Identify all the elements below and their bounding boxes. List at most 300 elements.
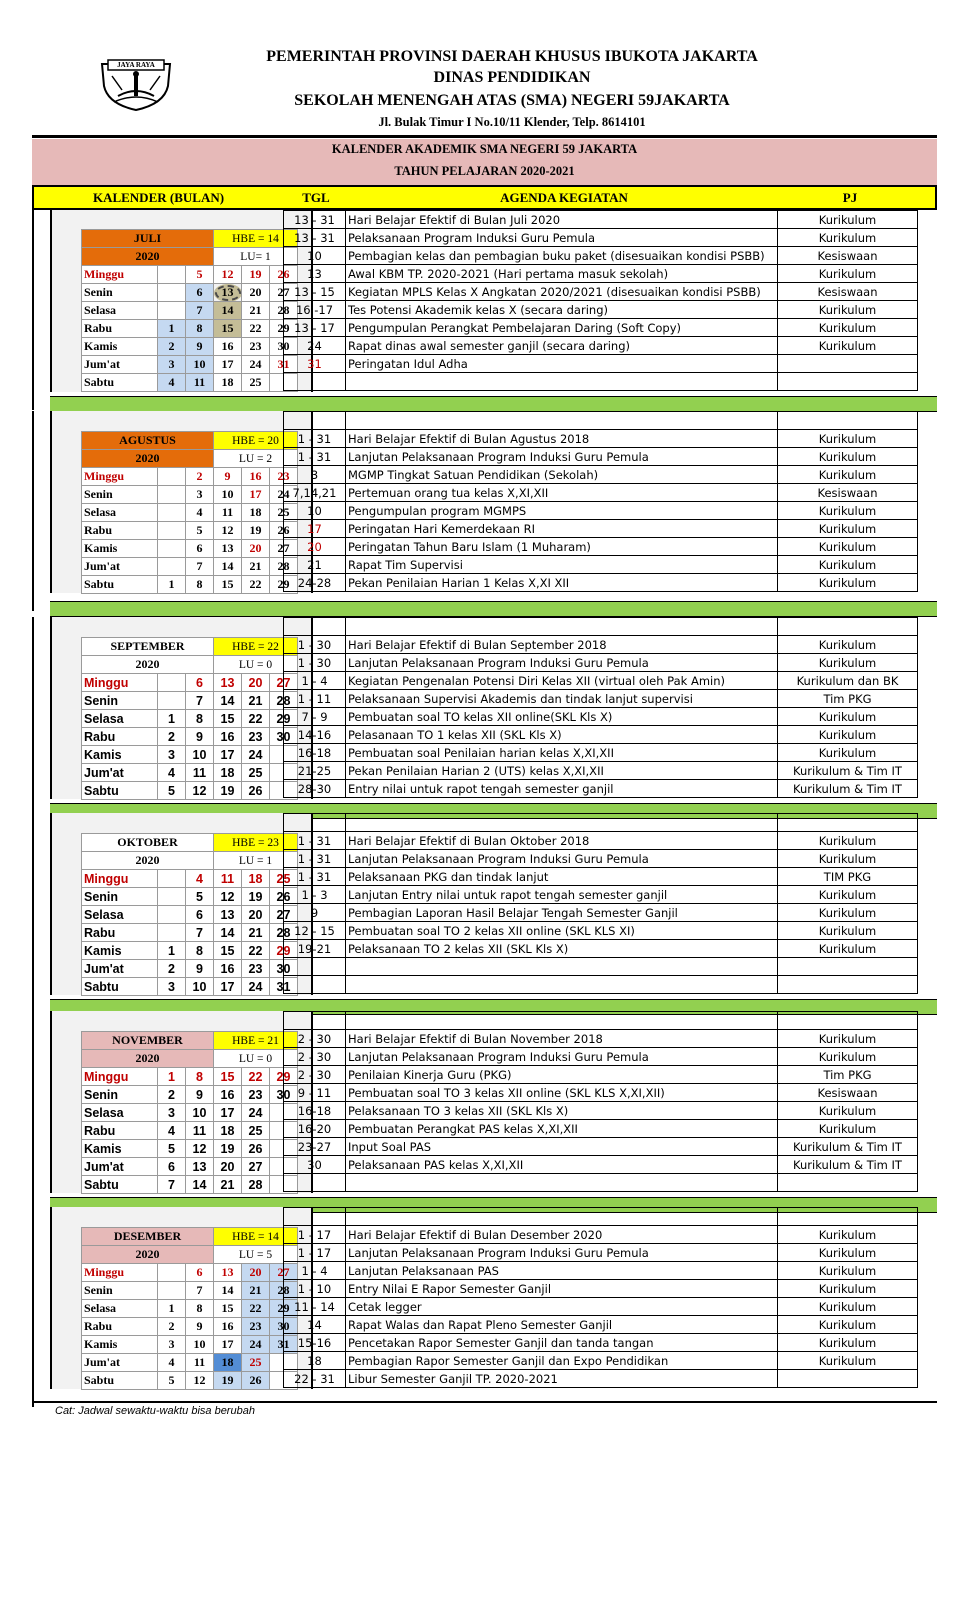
lu-count: LU= 1	[214, 248, 298, 266]
agenda-tgl: 31	[284, 355, 346, 373]
agenda-keg: Hari Belajar Efektif di Bulan Agustus 2018	[346, 430, 778, 448]
hbe-count: HBE = 20	[214, 432, 298, 450]
agenda-pj: Kurikulum	[778, 1048, 918, 1066]
agenda-tgl: 1 - 4	[284, 672, 346, 690]
weekday-label: Rabu	[82, 924, 158, 942]
date-cell: 26	[270, 522, 298, 540]
date-cell: 10	[186, 1104, 214, 1122]
agenda-tgl: 7,14,21	[284, 484, 346, 502]
date-cell	[158, 522, 186, 540]
agenda-table	[283, 813, 918, 994]
month-section-juli	[32, 210, 937, 410]
date-cell: 16	[214, 960, 242, 978]
agenda-pj: Kurikulum	[778, 1298, 918, 1316]
date-cell: 13	[214, 906, 242, 924]
agenda-tgl: 13 - 15	[284, 283, 346, 301]
date-cell: 25	[242, 1354, 270, 1372]
month-year: 2020	[82, 450, 214, 468]
weekday-row	[82, 1300, 298, 1318]
agenda-row	[284, 636, 918, 654]
date-cell: 3	[158, 746, 186, 764]
weekday-label: Sabtu	[82, 1372, 158, 1390]
weekday-row	[82, 1140, 298, 1158]
agenda-keg: Pembagian kelas dan pembagian buku paket (disesuaikan kondisi PSBB)	[346, 247, 778, 265]
weekday-label: Jum'at	[82, 558, 158, 576]
agenda-keg: Rapat Walas dan Rapat Pleno Semester Ganjil	[346, 1316, 778, 1334]
date-cell: 2	[158, 338, 186, 356]
school-name: SEKOLAH MENENGAH ATAS (SMA) NEGERI 59JAKARTA	[294, 92, 730, 109]
agenda-pj	[778, 976, 918, 994]
date-cell: 8	[186, 1068, 214, 1086]
weekday-row	[82, 504, 298, 522]
date-cell: 23	[242, 338, 270, 356]
date-cell: 13	[214, 674, 242, 692]
agenda-tgl: 28-30	[284, 780, 346, 798]
agenda-keg: Pembagian Rapor Semester Ganjil dan Expo Pendidikan	[346, 1352, 778, 1370]
agenda-keg: Pertemuan orang tua kelas X,XI,XII	[346, 484, 778, 502]
date-cell: 3	[158, 356, 186, 374]
agenda-row	[284, 1262, 918, 1280]
agenda-pj: Kurikulum	[778, 1030, 918, 1048]
date-cell: 16	[214, 1318, 242, 1336]
agenda-keg: Pelaksanaan Program Induksi Guru Pemula	[346, 229, 778, 247]
date-cell: 15	[214, 1068, 242, 1086]
agenda-tgl: 1 - 31	[284, 448, 346, 466]
date-cell: 7	[186, 302, 214, 320]
agenda-row	[284, 726, 918, 744]
weekday-row	[82, 1318, 298, 1336]
agenda-keg: Pelaksanaan TO 2 kelas XII (SKL Kls X)	[346, 940, 778, 958]
agenda-table	[283, 210, 918, 391]
agenda-tgl: 21-25	[284, 762, 346, 780]
calendar-banner	[32, 139, 937, 185]
agenda-row	[284, 1280, 918, 1298]
date-cell: 4	[158, 374, 186, 392]
date-cell: 21	[214, 1176, 242, 1194]
date-cell: 27	[242, 1158, 270, 1176]
agenda-pj: Kurikulum dan BK	[778, 672, 918, 690]
agenda-keg: Lanjutan Pelaksanaan PAS	[346, 1262, 778, 1280]
weekday-label: Minggu	[82, 1068, 158, 1086]
date-cell: 14	[214, 558, 242, 576]
agenda-tgl: 21	[284, 556, 346, 574]
agenda-tgl: 1 - 31	[284, 430, 346, 448]
date-cell: 17	[214, 746, 242, 764]
date-cell: 10	[186, 356, 214, 374]
date-cell: 14	[214, 302, 242, 320]
agenda-pj: TIM PKG	[778, 868, 918, 886]
month-name: SEPTEMBER	[82, 638, 214, 656]
date-cell: 23	[242, 1086, 270, 1104]
date-cell	[158, 558, 186, 576]
date-cell: 1	[158, 710, 186, 728]
left-border	[32, 617, 50, 817]
date-cell: 14	[214, 924, 242, 942]
agenda-pj	[778, 1370, 918, 1388]
mini-calendar	[81, 637, 298, 800]
blank-cell	[778, 412, 918, 430]
date-cell: 26	[270, 888, 298, 906]
date-cell: 5	[158, 1140, 186, 1158]
date-cell: 13	[214, 284, 242, 302]
weekday-label: Rabu	[82, 728, 158, 746]
agenda-pj: Kesiswaan	[778, 1084, 918, 1102]
agenda-tgl: 1 - 17	[284, 1226, 346, 1244]
date-cell: 13	[186, 1158, 214, 1176]
weekday-label: Minggu	[82, 266, 158, 284]
agenda-row	[284, 850, 918, 868]
date-cell: 25	[242, 1122, 270, 1140]
agenda-keg: Pencetakan Rapor Semester Ganjil dan tanda tangan	[346, 1334, 778, 1352]
weekday-row	[82, 1372, 298, 1390]
date-cell: 1	[158, 942, 186, 960]
blank-cell	[778, 814, 918, 832]
weekday-row	[82, 924, 298, 942]
lu-count: LU = 0	[214, 1050, 298, 1068]
date-cell: 20	[242, 284, 270, 302]
date-cell	[158, 888, 186, 906]
date-cell: 11	[186, 374, 214, 392]
weekday-label: Minggu	[82, 674, 158, 692]
weekday-row	[82, 320, 298, 338]
agenda-pj: Kurikulum	[778, 1334, 918, 1352]
date-cell	[158, 906, 186, 924]
date-cell: 8	[186, 942, 214, 960]
agenda-keg: Pekan Penilaian Harian 1 Kelas X,XI XII	[346, 574, 778, 592]
date-cell: 10	[186, 746, 214, 764]
date-cell: 11	[186, 1122, 214, 1140]
date-cell: 9	[214, 468, 242, 486]
hbe-count: HBE = 23	[214, 834, 298, 852]
date-cell: 12	[214, 522, 242, 540]
weekday-label: Senin	[82, 284, 158, 302]
date-cell: 3	[186, 486, 214, 504]
date-cell: 27	[270, 540, 298, 558]
date-cell: 22	[242, 1300, 270, 1318]
agenda-tgl: 13 - 31	[284, 211, 346, 229]
weekday-label: Kamis	[82, 338, 158, 356]
agenda-keg	[346, 1174, 778, 1192]
date-cell: 11	[214, 504, 242, 522]
agenda-keg: Tes Potensi Akademik kelas X (secara daring)	[346, 301, 778, 319]
month-year: 2020	[82, 1050, 214, 1068]
agenda-keg: Hari Belajar Efektif di Bulan Oktober 2018	[346, 832, 778, 850]
date-cell	[158, 1264, 186, 1282]
agenda-tgl: 24-28	[284, 574, 346, 592]
date-cell: 16	[242, 468, 270, 486]
weekday-label: Jum'at	[82, 356, 158, 374]
date-cell: 21	[242, 692, 270, 710]
agenda-keg: Peringatan Tahun Baru Islam (1 Muharam)	[346, 538, 778, 556]
date-cell: 21	[242, 558, 270, 576]
col-pj: PJ	[842, 190, 858, 205]
date-cell	[158, 302, 186, 320]
date-cell: 8	[186, 710, 214, 728]
date-cell: 1	[158, 576, 186, 594]
weekday-row	[82, 1336, 298, 1354]
weekday-label: Kamis	[82, 540, 158, 558]
date-cell: 23	[242, 728, 270, 746]
date-cell: 18	[242, 504, 270, 522]
agenda-row	[284, 466, 918, 484]
agenda-tgl: 16-18	[284, 1102, 346, 1120]
date-cell	[158, 468, 186, 486]
agenda-keg: Lanjutan Entry nilai untuk rapot tengah semester ganjil	[346, 886, 778, 904]
blank-cell	[346, 373, 778, 391]
date-cell: 29	[270, 320, 298, 338]
date-cell: 31	[270, 356, 298, 374]
lu-count: LU = 1	[214, 852, 298, 870]
weekday-row	[82, 468, 298, 486]
mini-calendar	[81, 1031, 298, 1194]
agenda-pj: Kurikulum	[778, 1316, 918, 1334]
agenda-row	[284, 430, 918, 448]
date-cell: 5	[186, 266, 214, 284]
date-cell: 25	[270, 870, 298, 888]
agenda-tgl	[284, 958, 346, 976]
agenda-tgl: 1 - 31	[284, 850, 346, 868]
agenda-row	[284, 502, 918, 520]
left-border	[32, 1011, 50, 1211]
date-cell: 4	[158, 1122, 186, 1140]
blank-cell	[284, 814, 346, 832]
agenda-pj: Kurikulum	[778, 1280, 918, 1298]
agenda-keg: Pelaksanaan Supervisi Akademis dan tindak lanjut supervisi	[346, 690, 778, 708]
agenda-keg: MGMP Tingkat Satuan Pendidikan (Sekolah)	[346, 466, 778, 484]
agenda-row	[284, 1048, 918, 1066]
agenda-row	[284, 886, 918, 904]
agenda-row	[284, 247, 918, 265]
date-cell: 18	[214, 1354, 242, 1372]
agenda-tgl: 1 - 3	[284, 886, 346, 904]
date-cell: 22	[242, 320, 270, 338]
agenda-pj: Kurikulum & Tim IT	[778, 780, 918, 798]
col-tgl: TGL	[302, 190, 330, 205]
agenda-keg: Lanjutan Pelaksanaan Program Induksi Guru Pemula	[346, 1048, 778, 1066]
agenda-row	[284, 1084, 918, 1102]
month-section-desember	[32, 1207, 937, 1407]
agenda-keg: Lanjutan Pelaksanaan Program Induksi Guru Pemula	[346, 1244, 778, 1262]
date-cell: 6	[186, 906, 214, 924]
date-cell: 18	[242, 870, 270, 888]
agenda-table	[283, 411, 918, 592]
weekday-row	[82, 1282, 298, 1300]
weekday-row	[82, 1068, 298, 1086]
date-cell: 30	[270, 728, 298, 746]
weekday-row	[82, 558, 298, 576]
date-cell: 9	[186, 728, 214, 746]
date-cell: 3	[158, 1336, 186, 1354]
date-cell: 29	[270, 942, 298, 960]
agenda-keg: Lanjutan Pelaksanaan Program Induksi Guru Pemula	[346, 654, 778, 672]
agenda-pj: Kurikulum	[778, 726, 918, 744]
weekday-label: Sabtu	[82, 782, 158, 800]
weekday-label: Selasa	[82, 710, 158, 728]
agenda-pj: Kurikulum	[778, 430, 918, 448]
blank-cell	[284, 618, 346, 636]
agenda-tgl	[284, 976, 346, 994]
weekday-label: Sabtu	[82, 978, 158, 996]
agenda-pj: Kurikulum	[778, 904, 918, 922]
weekday-row	[82, 576, 298, 594]
agenda-keg: Awal KBM TP. 2020-2021 (Hari pertama masuk sekolah)	[346, 265, 778, 283]
weekday-label: Selasa	[82, 1104, 158, 1122]
date-cell: 7	[186, 924, 214, 942]
agenda-pj: Kurikulum	[778, 502, 918, 520]
blank-cell	[778, 373, 918, 391]
agenda-row	[284, 1156, 918, 1174]
agenda-keg: Pembuatan soal Penilaian harian kelas X,XI,XII	[346, 744, 778, 762]
agenda-keg: Hari Belajar Efektif di Bulan Desember 2020	[346, 1226, 778, 1244]
date-cell: 20	[242, 540, 270, 558]
weekday-label: Sabtu	[82, 1176, 158, 1194]
agenda-row	[284, 690, 918, 708]
weekday-label: Minggu	[82, 468, 158, 486]
lu-count: LU = 0	[214, 656, 298, 674]
agenda-row	[284, 1352, 918, 1370]
date-cell	[158, 1282, 186, 1300]
date-cell: 2	[158, 728, 186, 746]
department-name: DINAS PENDIDIKAN	[433, 69, 591, 86]
agenda-keg: Hari Belajar Efektif di Bulan September 2018	[346, 636, 778, 654]
date-cell: 17	[214, 978, 242, 996]
date-cell: 20	[242, 1264, 270, 1282]
agenda-pj	[778, 958, 918, 976]
agenda-tgl: 1 - 17	[284, 1244, 346, 1262]
date-cell: 28	[270, 302, 298, 320]
date-cell: 28	[270, 924, 298, 942]
agenda-pj: Tim PKG	[778, 1066, 918, 1084]
date-cell: 3	[158, 978, 186, 996]
date-cell: 18	[214, 1122, 242, 1140]
weekday-row	[82, 1122, 298, 1140]
weekday-label: Minggu	[82, 1264, 158, 1282]
agenda-tgl: 9 - 11	[284, 1084, 346, 1102]
weekday-label: Jum'at	[82, 960, 158, 978]
mini-calendar	[81, 229, 298, 392]
date-cell	[158, 924, 186, 942]
agenda-pj: Kurikulum & Tim IT	[778, 1156, 918, 1174]
date-cell: 9	[186, 1086, 214, 1104]
weekday-row	[82, 674, 298, 692]
weekday-label: Jum'at	[82, 1158, 158, 1176]
left-border	[32, 411, 50, 611]
date-cell: 22	[242, 710, 270, 728]
agenda-pj: Kurikulum	[778, 850, 918, 868]
agenda-tgl: 19-21	[284, 940, 346, 958]
date-cell: 9	[186, 1318, 214, 1336]
blank-cell	[778, 1208, 918, 1226]
weekday-row	[82, 522, 298, 540]
banner-year: TAHUN PELAJARAN 2020-2021	[394, 164, 575, 178]
agenda-keg: Pembagian Laporan Hasil Belajar Tengah Semester Ganjil	[346, 904, 778, 922]
date-cell: 17	[214, 1336, 242, 1354]
agenda-pj: Kesiswaan	[778, 283, 918, 301]
weekday-row	[82, 710, 298, 728]
agenda-tgl: 10	[284, 247, 346, 265]
agenda-row	[284, 1174, 918, 1192]
date-cell: 17	[214, 356, 242, 374]
weekday-label: Selasa	[82, 906, 158, 924]
agenda-row	[284, 958, 918, 976]
date-cell: 25	[242, 374, 270, 392]
date-cell: 22	[242, 1068, 270, 1086]
date-cell: 15	[214, 1300, 242, 1318]
month-name: DESEMBER	[82, 1228, 214, 1246]
column-header-row	[32, 185, 937, 210]
agenda-keg: Cetak legger	[346, 1298, 778, 1316]
agenda-pj: Kurikulum	[778, 1262, 918, 1280]
date-cell: 17	[242, 486, 270, 504]
weekday-row	[82, 906, 298, 924]
weekday-row	[82, 1176, 298, 1194]
agenda-table	[283, 1011, 918, 1192]
date-cell: 1	[158, 1068, 186, 1086]
agenda-tgl: 9	[284, 904, 346, 922]
date-cell: 30	[270, 338, 298, 356]
agenda-pj: Kurikulum	[778, 301, 918, 319]
agenda-row	[284, 301, 918, 319]
agenda-keg	[346, 958, 778, 976]
date-cell: 25	[242, 764, 270, 782]
date-cell: 24	[242, 1336, 270, 1354]
weekday-label: Rabu	[82, 522, 158, 540]
agenda-row	[284, 448, 918, 466]
agenda-pj: Kurikulum	[778, 265, 918, 283]
date-cell: 6	[186, 540, 214, 558]
date-cell: 24	[242, 746, 270, 764]
weekday-row	[82, 782, 298, 800]
agenda-keg: Peringatan Idul Adha	[346, 355, 778, 373]
date-cell: 7	[186, 692, 214, 710]
weekday-row	[82, 728, 298, 746]
agenda-pj: Kurikulum	[778, 922, 918, 940]
date-cell: 16	[214, 1086, 242, 1104]
month-year: 2020	[82, 1246, 214, 1264]
blank-cell	[778, 1012, 918, 1030]
agenda-tgl: 17	[284, 520, 346, 538]
agenda-pj: Kurikulum	[778, 556, 918, 574]
agenda-pj: Kesiswaan	[778, 247, 918, 265]
agenda-keg: Hari Belajar Efektif di Bulan Juli 2020	[346, 211, 778, 229]
date-cell: 26	[242, 1372, 270, 1390]
date-cell: 8	[186, 320, 214, 338]
date-cell: 20	[214, 1158, 242, 1176]
left-border	[32, 1207, 50, 1407]
date-cell: 14	[186, 1176, 214, 1194]
agenda-row	[284, 283, 918, 301]
agenda-row	[284, 744, 918, 762]
letterhead	[32, 40, 937, 135]
agenda-row	[284, 1370, 918, 1388]
date-cell: 25	[270, 504, 298, 522]
date-cell: 12	[214, 266, 242, 284]
col-agenda: AGENDA KEGIATAN	[500, 190, 628, 205]
agenda-pj: Kurikulum	[778, 940, 918, 958]
month-year: 2020	[82, 656, 214, 674]
agenda-row	[284, 922, 918, 940]
date-cell: 27	[270, 906, 298, 924]
date-cell	[158, 674, 186, 692]
weekday-label: Jum'at	[82, 764, 158, 782]
weekday-label: Senin	[82, 692, 158, 710]
agenda-keg: Entry Nilai E Rapor Semester Ganjil	[346, 1280, 778, 1298]
date-cell: 7	[186, 558, 214, 576]
month-section-november	[32, 1011, 937, 1211]
agenda-tgl: 1 - 4	[284, 1262, 346, 1280]
agenda-row	[284, 1120, 918, 1138]
weekday-label: Rabu	[82, 1318, 158, 1336]
